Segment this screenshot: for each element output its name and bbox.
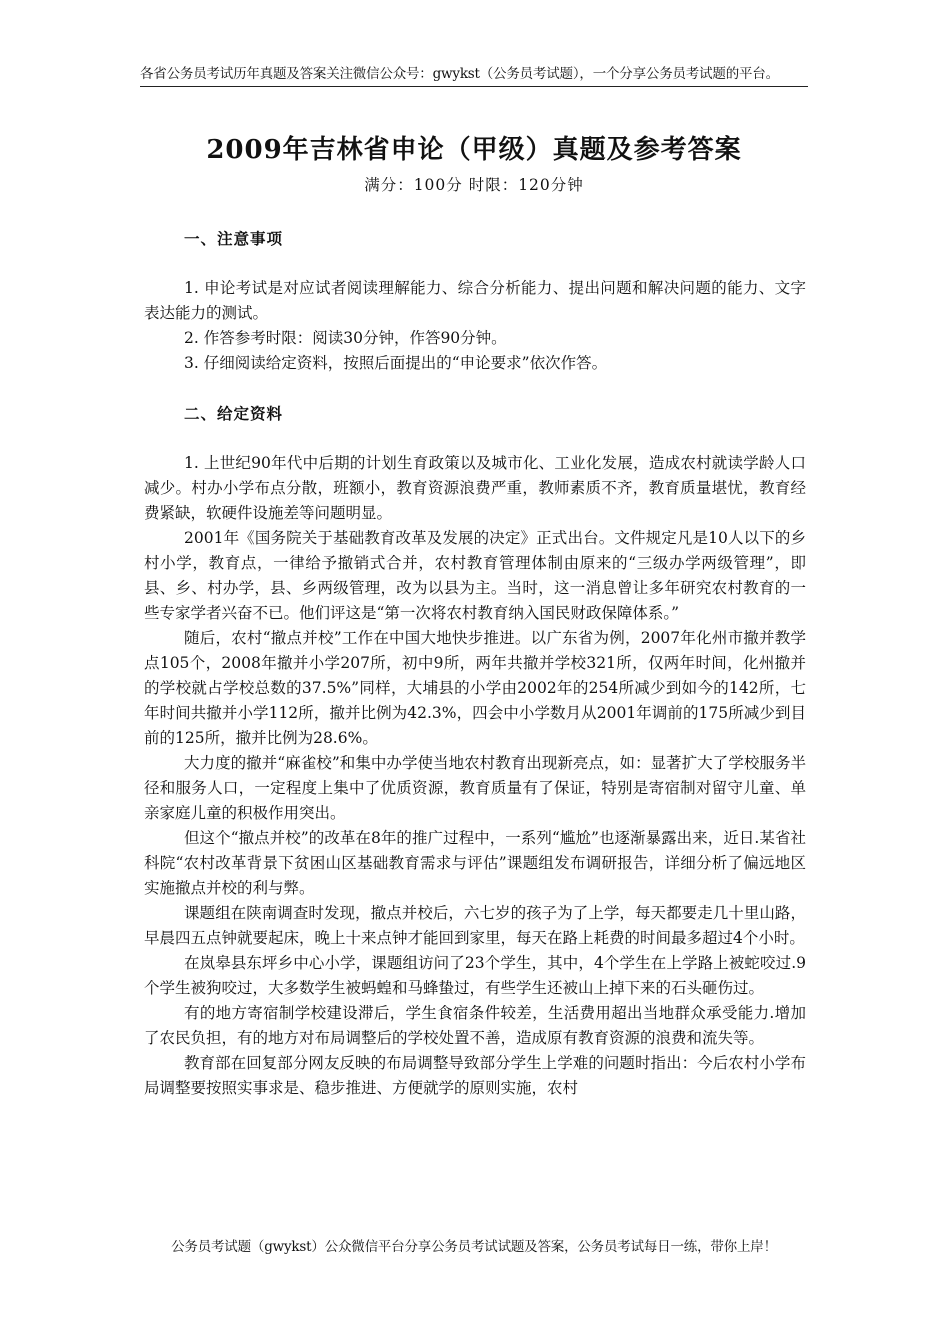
material-paragraph: 大力度的撤并“麻雀校”和集中办学使当地农村教育出现新亮点，如：显著扩大了学校服务半径和服务人口，一定程度上集中了优质资源，教育质量有了保证，特别是寄宿制对留守儿童、单亲家庭儿童的积极作用突出。	[144, 754, 806, 822]
header-note: 各省公务员考试历年真题及答案关注微信公众号：gwykst（公务员考试题），一个分享公务员考试题的平台。	[140, 66, 779, 82]
material-paragraph: 在岚皋县东坪乡中心小学，课题组访问了23个学生，其中，4个学生在上学路上被蛇咬过.9个学生被狗咬过，大多数学生被蚂蝗和马蜂蛰过，有些学生还被山上掉下来的石头砸伤过。	[144, 954, 806, 997]
footer-note: 公务员考试题（gwykst）公众微信平台分享公务员考试试题及答案，公务员考试每日一练，带你上岸！	[171, 1239, 777, 1255]
notes-item: 3. 仔细阅读给定资料，按照后面提出的“申论要求”依次作答。	[184, 354, 608, 372]
section-heading-notes: 一、注意事项	[184, 229, 284, 248]
material-paragraph: 有的地方寄宿制学校建设滞后，学生食宿条件较差，生活费用超出当地群众承受能力.增加了农民负担，有的地方对布局调整后的学校处置不善，造成原有教育资源的浪费和流失等。	[144, 1004, 806, 1047]
material-paragraph: 教育部在回复部分网友反映的布局调整导致部分学生上学难的问题时指出：今后农村小学布局调整要按照实事求是、稳步推进、方便就学的原则实施，农村	[144, 1054, 806, 1097]
material-paragraph: 但这个“撤点并校”的改革在8年的推广过程中，一系列“尴尬”也逐渐暴露出来，近日.某省社科院“农村改革背景下贫困山区基础教育需求与评估”课题组发布调研报告，详细分析了偏远地区实施撤点并校的利与弊。	[144, 829, 806, 897]
material-paragraph: 1. 上世纪90年代中后期的计划生育政策以及城市化、工业化发展，造成农村就读学龄人口减少。村办小学布点分散，班额小，教育资源浪费严重，教师素质不齐，教育质量堪忧，教育经费紧缺，软硬件设施差等问题明显。	[144, 454, 806, 522]
material-paragraph: 随后，农村“撤点并校”工作在中国大地快步推进。以广东省为例，2007年化州市撤并教学点105个，2008年撤并小学207所，初中9所，两年共撤并学校321所，仅两年时间，化州撤并的学校就占学校总数的37.5%”同样，大埔县的小学由2002年的254所减少到如今的142所，七年时间共撤并小学112所，撤并比例为42.3%，四会中小学数月从2001年调前的175所减少到目前的125所，撤并比例为28.6%。	[144, 629, 806, 747]
material-paragraph: 课题组在陕南调查时发现，撤点并校后，六七岁的孩子为了上学，每天都要走几十里山路，早晨四五点钟就要起床，晚上十来点钟才能回到家里，每天在路上耗费的时间最多超过4个小时。	[144, 904, 806, 947]
notes-item: 1. 申论考试是对应试者阅读理解能力、综合分析能力、提出问题和解决问题的能力、文字表达能力的测试。	[144, 279, 806, 322]
document-title: 2009年吉林省申论（甲级）真题及参考答案	[206, 135, 742, 165]
document-subtitle: 满分：100分 时限：120分钟	[364, 176, 584, 194]
header-rule	[140, 86, 808, 87]
notes-item: 2. 作答参考时限：阅读30分钟，作答90分钟。	[184, 329, 507, 347]
document-body	[144, 224, 806, 1101]
section-heading-materials: 二、给定资料	[184, 404, 284, 423]
material-paragraph: 2001年《国务院关于基础教育改革及发展的决定》正式出台。文件规定凡是10人以下的乡村小学，教育点，一律给予撤销式合并，农村教育管理体制由原来的“三级办学两级管理”，即县、乡、村办学，县、乡两级管理，改为以县为主。当时，这一消息曾让多年研究农村教育的一些专家学者兴奋不已。他们评这是“第一次将农村教育纳入国民财政保障体系。”	[144, 529, 806, 622]
